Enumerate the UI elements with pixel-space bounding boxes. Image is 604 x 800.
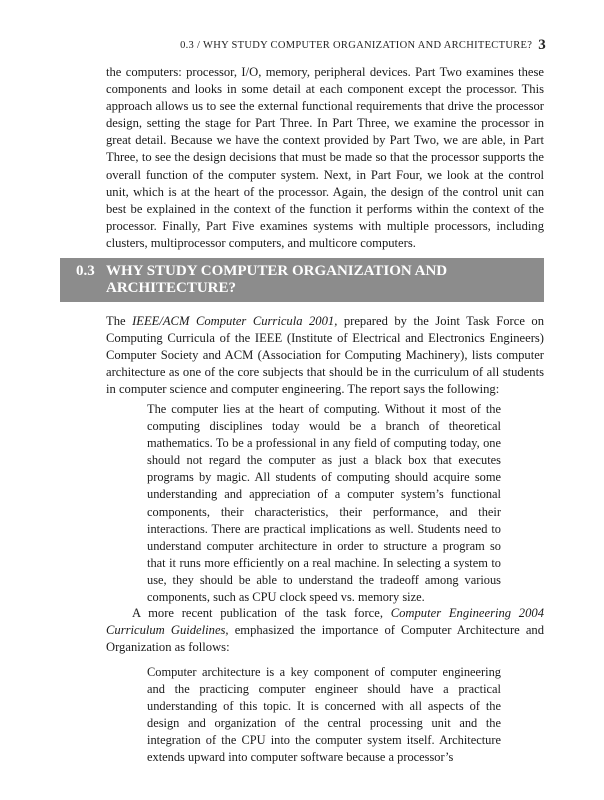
block-quote-2001: The computer lies at the heart of computing. Without it most of the computing disciplines today would be a branch of theoretical mathematics. To be a professional in any field of computing today, one should not regard the computer as just a black box that executes programs by magic. All students of computing should acquire some understanding and appreciation of a computer system’s functional components, their characteristics, their performance, and their interactions. There are practical implications as well. Students need to understand computer architecture in order to structure a program so that it runs more efficiently on a real machine. In selecting a system to use, they should be able to understand the tradeoff among various components, such as CPU clock speed vs. memory size. (147, 402, 501, 605)
paragraph-lead-text: A more recent publication of the task force, (132, 606, 391, 620)
body-paragraph-2004 (106, 605, 544, 656)
section-number: 0.3 (76, 263, 95, 279)
paragraph-rest-text: emphasized the importance of Computer Architecture and Organization as follows: (106, 623, 545, 655)
body-paragraph-intro: the computers: processor, I/O, memory, peripheral devices. Part Two examines these components and looks in some detail at each component except the processor. This approach allows us to see the external functional requirements that drive the processor design, setting the stage for Part Three. In Part Three, we examine the processor in great detail. Because we have the context provided by Part Two, we are able, in Part Three, to see the design decisions that must be made so that the processor supports the overall function of the computer system. Next, in Part Four, we look at the control unit, which is at the heart of the processor. Again, the design of the control unit can best be explained in the context of the function it performs within the context of the processor. Finally, Part Five examines systems with multiple processors, including clusters, multiprocessor computers, and multicore computers. (106, 65, 544, 250)
citation-title-2004: Computer Engineering 2004 Curriculum Guidelines, (106, 606, 544, 638)
page-number: 3 (538, 37, 546, 53)
section-title: WHY STUDY COMPUTER ORGANIZATION AND ARCHITECTURE? (106, 263, 448, 296)
block-quote-2004: Computer architecture is a key component of computer engineering and the practicing computer engineer should have a practical understanding of this topic. It is concerned with all aspects of the design and organization of the central processing unit and the integration of the CPU into the computer system itself. Architecture extends upward into computer software because a processor’s (147, 665, 501, 765)
running-head-text: 0.3 / WHY STUDY COMPUTER ORGANIZATION AND ARCHITECTURE? (180, 40, 533, 51)
citation-title-2001: IEEE/ACM Computer Curricula 2001, (132, 314, 338, 328)
running-head (180, 37, 546, 54)
section-heading-bar (60, 258, 544, 302)
paragraph-lead-text: The (106, 314, 133, 328)
paragraph-rest-text: prepared by the Joint Task Force on Computing Curricula of the IEEE (Institute of Electrical and Electronics Engineers) Computer Society and ACM (Association for Computing Machinery), lists computer architecture as one of the core subjects that should be in the curriculum of all students in computer science and computer engineering. The report says the following: (106, 314, 544, 397)
body-paragraph-curricula (106, 313, 544, 398)
